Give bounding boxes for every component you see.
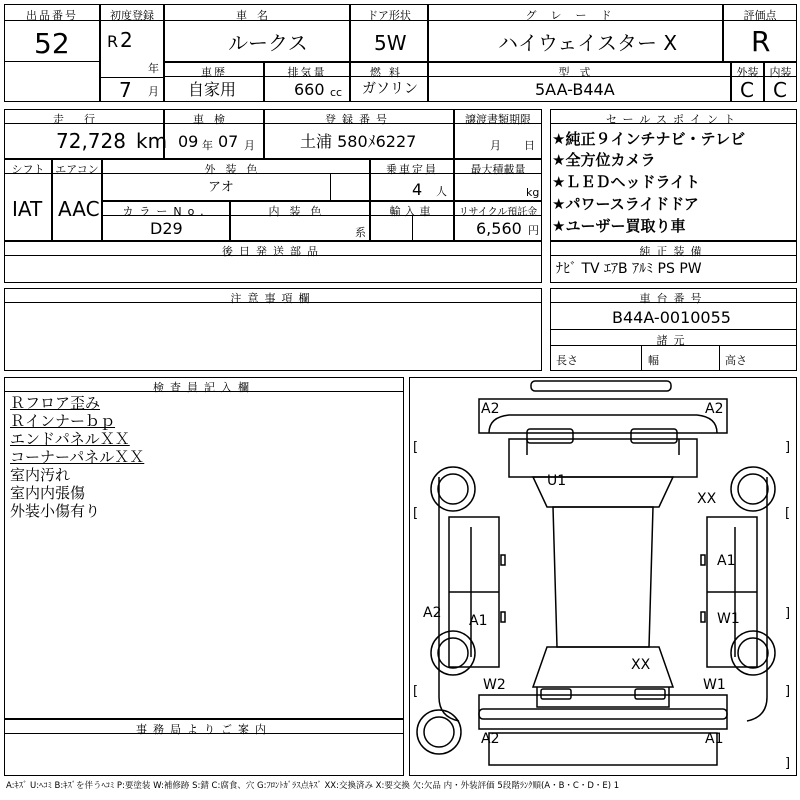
color-no-label: カラーNo. — [122, 205, 210, 218]
year-unit: 年 — [148, 62, 159, 75]
shift-label: シフト — [11, 163, 45, 176]
dimensions-divider-1 — [641, 346, 642, 371]
int-grade: C — [773, 78, 787, 102]
load-label: 最大積載量 — [470, 163, 526, 176]
sales-point-5: ★ユーザー買取り車 — [552, 217, 686, 235]
model-label: 型式 — [558, 66, 601, 79]
import-label: 輸入車 — [389, 205, 435, 218]
diagram-bracket-2: ] — [785, 440, 791, 455]
dimension-height: 高さ — [725, 354, 747, 367]
ext-color-label: 外装色 — [204, 163, 268, 176]
inspection-year: 09 — [178, 132, 199, 151]
load-unit: kg — [526, 186, 540, 199]
dimension-width: 幅 — [648, 354, 659, 367]
ext-color: アオ — [208, 180, 234, 195]
diagram-mark-right-quarter: W1 — [703, 677, 726, 693]
int-color-label: 内装色 — [268, 205, 332, 218]
inspector-note-3: エンドパネルＸＸ — [10, 430, 130, 448]
diagram-mark-rear-window: XX — [631, 657, 651, 673]
displacement-label: 排気量 — [287, 66, 327, 79]
inspector-label: 検査員記入欄 — [153, 381, 255, 394]
fuel: ガソリン — [362, 81, 418, 97]
capacity-unit: 人 — [436, 185, 447, 198]
door-type: 5W — [374, 31, 407, 55]
legend-text: A:ｷｽﾞ U:ﾍｺﾐ B:ｷｽﾞを伴うﾍｺﾐ P:要塗装 W:補修跡 S:錆 C:腐食、穴 G:ﾌﾛﾝﾄｶﾞﾗｽ点ｷｽﾞ XX:交換済み X:要交換 欠:欠品 内・外装評価 5段階ﾗﾝｸ順(A・B・C・D・E) 1 — [6, 781, 620, 791]
inspector-note-5: 室内汚れ — [10, 466, 71, 484]
notes-label: 注意事項欄 — [230, 292, 316, 305]
grade: ハイウェイスター X — [498, 31, 678, 55]
ext-color-inner-divider — [330, 174, 331, 201]
dimension-length: 長さ — [556, 354, 578, 367]
ac: AAC — [58, 197, 100, 221]
fuel-label: 燃料 — [370, 66, 408, 79]
capacity-label: 乗車定員 — [386, 163, 438, 176]
shift: IAT — [12, 197, 43, 221]
ac-label: エアコン — [55, 163, 99, 176]
mileage-unit: km — [136, 129, 168, 153]
inspection-year-unit: 年 — [202, 139, 213, 152]
inspection-label: 車検 — [193, 113, 235, 126]
equipment: ﾅﾋﾞ TV ｴｱB ｱﾙﾐ PS PW — [556, 261, 702, 277]
score-label: 評価点 — [743, 9, 777, 22]
first-reg-year: 2 — [120, 28, 133, 52]
sales-point-4: ★パワースライドドア — [552, 195, 699, 213]
history: 自家用 — [188, 80, 237, 99]
sales-points-label: セールスポイント — [605, 113, 741, 126]
grade-label: グレード — [525, 9, 626, 22]
lot-number-label: 出品番号 — [26, 9, 78, 22]
diagram-bracket-3: [ — [413, 684, 419, 699]
inspection-month-unit: 月 — [244, 139, 255, 152]
transfer-label: 譲渡書類期限 — [465, 113, 531, 126]
diagram-bracket-1: [ — [413, 440, 419, 455]
diagram-mark-left-rear: A2 — [423, 605, 442, 621]
transfer-day-unit: 日 — [524, 139, 535, 152]
office-label: 事務局よりご案内 — [136, 723, 272, 736]
month-unit: 月 — [148, 85, 159, 98]
displacement-unit: cc — [330, 86, 343, 99]
recycle: 6,560 — [476, 219, 522, 238]
model: 5AA-B44A — [535, 80, 615, 99]
lot-number: 52 — [34, 27, 70, 60]
door-label: ドア形状 — [367, 9, 411, 22]
diagram-mark-left-quarter: W2 — [483, 677, 506, 693]
int-grade-label: 内装 — [769, 66, 792, 79]
displacement: 660 — [294, 80, 325, 99]
diagram-mark-front-right: A2 — [705, 401, 724, 417]
mileage-label: 走行 — [53, 113, 115, 126]
inspector-note-6: 室内内張傷 — [10, 484, 86, 502]
history-label: 車歴 — [201, 66, 227, 79]
car-diagram — [409, 377, 797, 776]
diagram-mark-right-fender: XX — [697, 491, 717, 507]
score: R — [751, 25, 771, 58]
parts-label: 後日発送部品 — [222, 245, 324, 258]
diagram-mark-right-rear-door: W1 — [717, 611, 740, 627]
inspector-note-4: コーナーパネルＸＸ — [10, 448, 145, 466]
diagram-mark-right-front-door: A1 — [717, 553, 736, 569]
chassis-number: B44A-0010055 — [612, 308, 731, 327]
diagram-bracket-7: [ — [413, 506, 419, 521]
sales-point-3: ★ＬＥＤヘッドライト — [552, 173, 700, 191]
import-inner-divider — [412, 216, 413, 241]
car-name: ルークス — [228, 31, 308, 55]
color-no: D29 — [150, 219, 183, 238]
dimensions-label: 諸元 — [656, 334, 691, 347]
dimensions-divider-2 — [719, 346, 720, 371]
inspector-note-7: 外装小傷有り — [10, 502, 101, 520]
diagram-mark-front-left: A2 — [481, 401, 500, 417]
int-color-unit: 系 — [355, 226, 366, 239]
first-reg-month: 7 — [119, 78, 132, 102]
recycle-unit: 円 — [528, 224, 539, 237]
car-name-label: 車名 — [236, 9, 278, 22]
diagram-mark-rear-right: A1 — [705, 731, 724, 747]
inspector-note-2: Ｒインナーｂｐ — [10, 412, 116, 430]
chassis-label: 車台番号 — [639, 292, 708, 305]
inspection-month: 07 — [218, 132, 239, 151]
transfer-month-unit: 月 — [490, 139, 501, 152]
capacity: 4 — [412, 180, 423, 199]
diagram-mark-left-rear-door: A1 — [469, 613, 488, 629]
equipment-label: 純正装備 — [639, 245, 708, 258]
reg-no: 土浦 580ﾒ6227 — [300, 132, 417, 151]
reg-no-label: 登録番号 — [325, 113, 393, 126]
inspector-note-1: Ｒフロア歪み — [10, 394, 101, 412]
lot-number-split — [4, 61, 100, 62]
ext-grade: C — [740, 78, 754, 102]
era: R — [107, 32, 119, 51]
ext-grade-label: 外装 — [736, 66, 759, 79]
first-reg-split — [100, 77, 164, 78]
diagram-bracket-8: ] — [785, 756, 791, 771]
sales-point-2: ★全方位カメラ — [552, 151, 656, 169]
diagram-bracket-6: ] — [785, 606, 791, 621]
diagram-mark-hood: U1 — [547, 473, 567, 489]
mileage: 72,728 — [56, 129, 126, 153]
sales-point-1: ★純正９インチナビ・テレビ — [552, 130, 746, 148]
diagram-mark-rear-left: A2 — [481, 731, 500, 747]
recycle-label: リサイクル預託金 — [458, 207, 538, 218]
diagram-bracket-4: ] — [785, 684, 791, 699]
diagram-bracket-5: [ — [785, 506, 791, 521]
first-reg-label: 初度登録 — [110, 9, 154, 22]
